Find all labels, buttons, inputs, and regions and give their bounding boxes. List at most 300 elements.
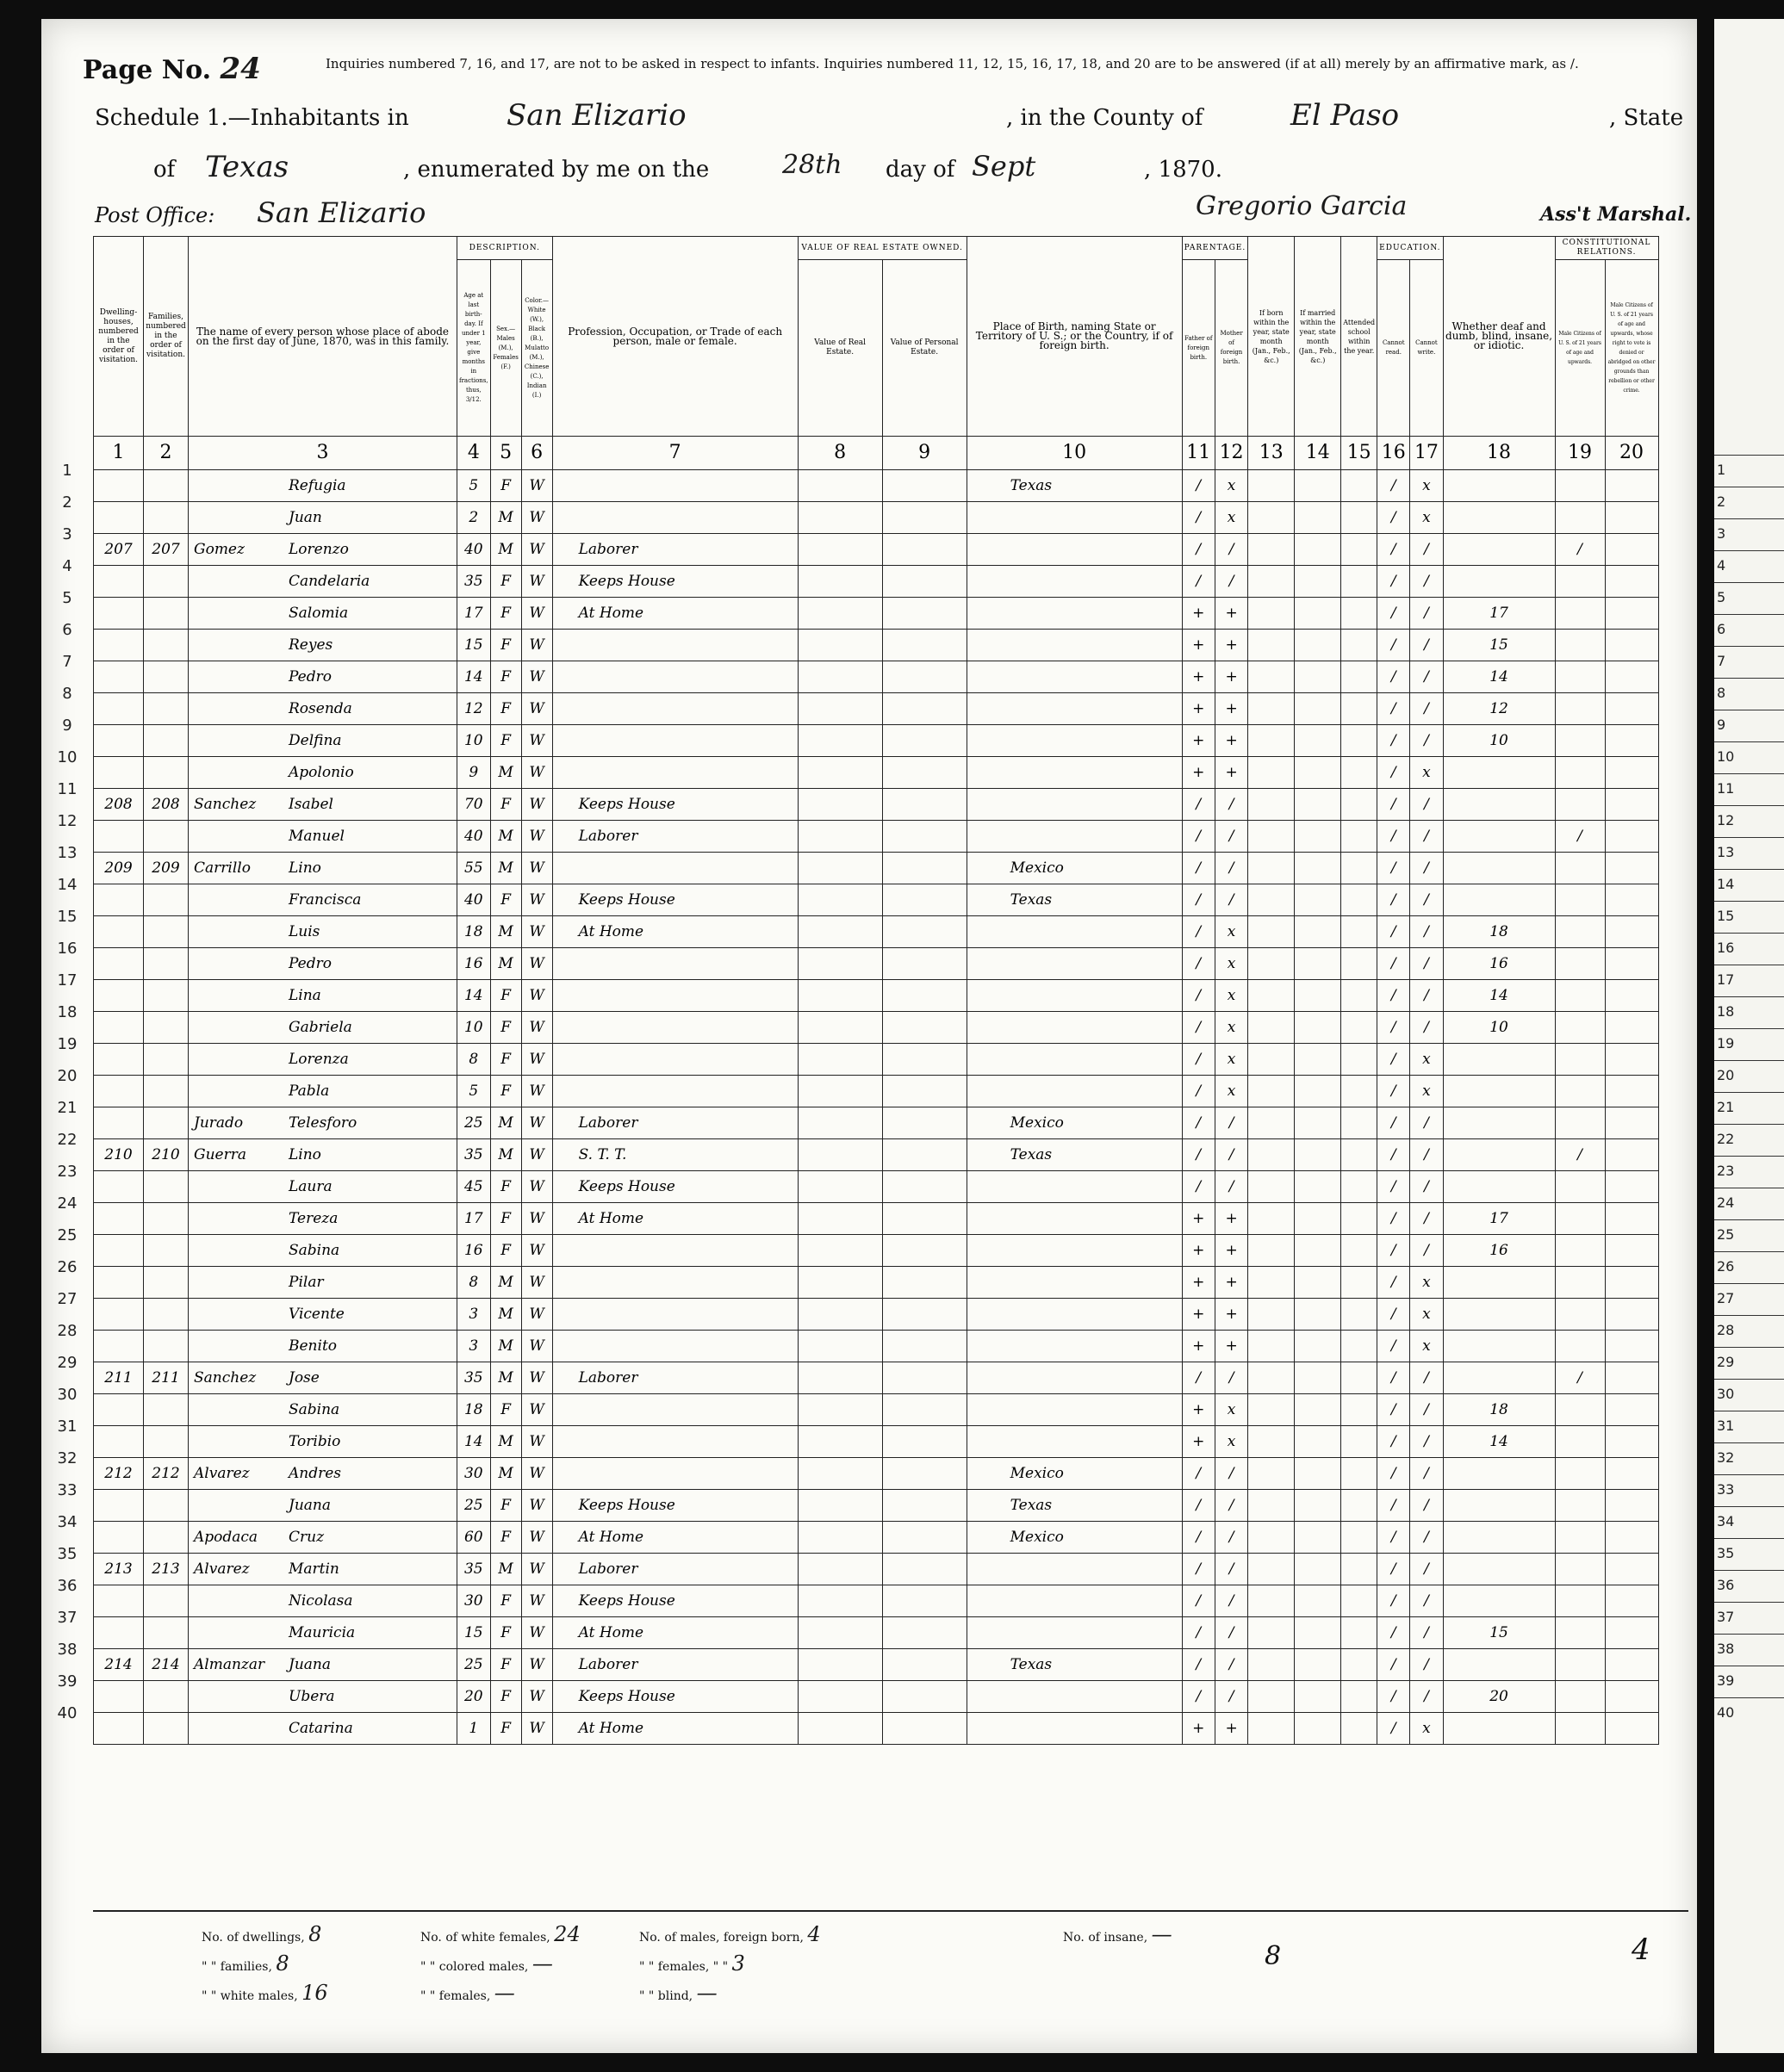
col-1-header: Dwelling-houses, numbered in the order of visitation. [94, 237, 144, 437]
family-number [144, 630, 189, 661]
person-name [189, 916, 457, 948]
occupation: Keeps House [552, 884, 798, 916]
real-estate-value [798, 693, 882, 725]
male-citizen: / [1555, 1362, 1605, 1394]
attended-school [1341, 1458, 1377, 1490]
married-within-year [1295, 502, 1341, 534]
line-number: 39 [57, 1672, 78, 1690]
attended-school [1341, 1585, 1377, 1617]
given-name: Rosenda [289, 700, 352, 717]
table-row [94, 1362, 1659, 1394]
cannot-read: / [1377, 948, 1410, 980]
personal-estate-value [882, 725, 967, 757]
citizen-vote-denied [1605, 757, 1658, 789]
father-foreign-birth: + [1182, 661, 1215, 693]
adjacent-page-rule [1714, 1028, 1784, 1029]
adjacent-line-number: 37 [1717, 1609, 1735, 1625]
cannot-write: / [1410, 821, 1443, 853]
table-row [94, 630, 1659, 661]
occupation: Keeps House [552, 1681, 798, 1713]
citizen-vote-denied [1605, 1458, 1658, 1490]
surname: Alvarez [194, 1560, 250, 1578]
real-estate-value [798, 1681, 882, 1713]
line-number: 38 [57, 1641, 78, 1659]
family-number [144, 598, 189, 630]
deaf-blind-insane [1443, 853, 1555, 884]
deaf-blind-insane [1443, 1107, 1555, 1139]
cannot-read: / [1377, 1522, 1410, 1554]
family-number [144, 566, 189, 598]
col-number-8: 8 [798, 437, 882, 470]
color: W [521, 1267, 552, 1299]
dwelling-number: 210 [94, 1139, 144, 1171]
personal-estate-value [882, 1617, 967, 1649]
color: W [521, 1522, 552, 1554]
born-within-year [1248, 598, 1295, 630]
enumeration-month: Sept [972, 150, 1036, 183]
dwelling-number [94, 661, 144, 693]
deaf-blind-insane [1443, 1522, 1555, 1554]
personal-estate-value [882, 1203, 967, 1235]
father-foreign-birth: / [1182, 1649, 1215, 1681]
given-name: Jose [289, 1369, 320, 1387]
occupation: Laborer [552, 1554, 798, 1585]
male-citizen [1555, 1585, 1605, 1617]
dwelling-number [94, 470, 144, 502]
given-name: Pilar [289, 1274, 324, 1291]
father-foreign-birth: / [1182, 1522, 1215, 1554]
deaf-blind-insane [1443, 1490, 1555, 1522]
married-within-year [1295, 821, 1341, 853]
color: W [521, 598, 552, 630]
citizen-vote-denied [1605, 1012, 1658, 1044]
age: 14 [457, 661, 491, 693]
citizen-vote-denied [1605, 884, 1658, 916]
person-name [189, 1649, 457, 1681]
deaf-blind-insane: 20 [1443, 1681, 1555, 1713]
father-foreign-birth: + [1182, 725, 1215, 757]
color: W [521, 948, 552, 980]
real-estate-value [798, 1331, 882, 1362]
mother-foreign-birth: + [1215, 598, 1247, 630]
occupation [552, 1299, 798, 1331]
mother-foreign-birth: x [1215, 1394, 1247, 1426]
cannot-read: / [1377, 693, 1410, 725]
citizen-vote-denied [1605, 598, 1658, 630]
summary-white-females [420, 1922, 581, 1946]
table-row [94, 1139, 1659, 1171]
adjacent-page-rule [1714, 1697, 1784, 1698]
deaf-blind-insane [1443, 1299, 1555, 1331]
citizen-vote-denied [1605, 661, 1658, 693]
family-number [144, 821, 189, 853]
attended-school [1341, 1107, 1377, 1139]
married-within-year [1295, 1426, 1341, 1458]
cannot-read: / [1377, 1426, 1410, 1458]
cannot-read: / [1377, 1299, 1410, 1331]
family-number [144, 1235, 189, 1267]
male-citizen [1555, 630, 1605, 661]
father-foreign-birth: / [1182, 1490, 1215, 1522]
color: W [521, 693, 552, 725]
birthplace: Texas [967, 884, 1182, 916]
person-name [189, 502, 457, 534]
personal-estate-value [882, 1585, 967, 1617]
table-row [94, 789, 1659, 821]
cannot-read: / [1377, 916, 1410, 948]
male-citizen [1555, 757, 1605, 789]
adjacent-line-number: 2 [1717, 493, 1726, 510]
citizen-vote-denied [1605, 1044, 1658, 1076]
given-name: Juana [289, 1656, 331, 1673]
col-number-15: 15 [1341, 437, 1377, 470]
attended-school [1341, 1394, 1377, 1426]
family-number [144, 1076, 189, 1107]
dwelling-number [94, 598, 144, 630]
citizen-vote-denied [1605, 534, 1658, 566]
father-foreign-birth: / [1182, 1012, 1215, 1044]
cannot-read: / [1377, 1649, 1410, 1681]
male-citizen [1555, 1012, 1605, 1044]
born-within-year [1248, 1522, 1295, 1554]
line-number: 28 [57, 1322, 78, 1340]
adjacent-line-number: 22 [1717, 1131, 1735, 1147]
person-name [189, 630, 457, 661]
line-number: 4 [62, 557, 72, 575]
adjacent-line-number: 34 [1717, 1513, 1735, 1529]
adjacent-page-rule [1714, 773, 1784, 774]
born-within-year [1248, 1617, 1295, 1649]
married-within-year [1295, 916, 1341, 948]
birthplace [967, 789, 1182, 821]
male-citizen [1555, 1107, 1605, 1139]
real-estate-value [798, 1171, 882, 1203]
cannot-write: / [1410, 1139, 1443, 1171]
deaf-blind-insane [1443, 1362, 1555, 1394]
age: 60 [457, 1522, 491, 1554]
real-estate-value [798, 1394, 882, 1426]
citizen-vote-denied [1605, 1235, 1658, 1267]
age: 25 [457, 1649, 491, 1681]
birthplace [967, 1617, 1182, 1649]
color: W [521, 1490, 552, 1522]
sex: F [490, 1617, 521, 1649]
person-name [189, 1554, 457, 1585]
sex: M [490, 821, 521, 853]
born-within-year [1248, 789, 1295, 821]
adjacent-line-number: 6 [1717, 621, 1726, 637]
adjacent-page-rule [1714, 646, 1784, 647]
cannot-write: / [1410, 566, 1443, 598]
married-within-year [1295, 1267, 1341, 1299]
citizen-vote-denied [1605, 1299, 1658, 1331]
mother-foreign-birth: + [1215, 1713, 1247, 1745]
col-number-10: 10 [967, 437, 1182, 470]
deaf-blind-insane [1443, 1331, 1555, 1362]
family-number [144, 1299, 189, 1331]
father-foreign-birth: / [1182, 1554, 1215, 1585]
married-within-year [1295, 693, 1341, 725]
given-name: Ubera [289, 1688, 335, 1705]
adjacent-line-number: 29 [1717, 1354, 1735, 1370]
born-within-year [1248, 948, 1295, 980]
adjacent-line-number: 28 [1717, 1322, 1735, 1338]
given-name: Toribio [289, 1433, 341, 1450]
line-number: 13 [57, 844, 78, 862]
personal-estate-value [882, 1394, 967, 1426]
male-citizen [1555, 566, 1605, 598]
given-name: Catarina [289, 1720, 353, 1737]
male-citizen [1555, 1076, 1605, 1107]
birthplace [967, 1267, 1182, 1299]
attended-school [1341, 1076, 1377, 1107]
col-9-header: Value of Personal Estate. [882, 260, 967, 437]
married-within-year [1295, 1171, 1341, 1203]
personal-estate-value [882, 693, 967, 725]
adjacent-line-number: 38 [1717, 1641, 1735, 1657]
cannot-read: / [1377, 821, 1410, 853]
born-within-year [1248, 502, 1295, 534]
father-foreign-birth: / [1182, 980, 1215, 1012]
line-number: 9 [62, 717, 72, 735]
cannot-write: / [1410, 884, 1443, 916]
personal-estate-value [882, 916, 967, 948]
white-females-label: No. of white females, [420, 1931, 550, 1945]
cannot-write: x [1410, 1044, 1443, 1076]
dwelling-number [94, 1490, 144, 1522]
family-number [144, 757, 189, 789]
sex: F [490, 1171, 521, 1203]
table-row [94, 1012, 1659, 1044]
attended-school [1341, 1331, 1377, 1362]
col-13-header: If born within the year, state month (Jan., Feb., &c.) [1248, 237, 1295, 437]
color: W [521, 1012, 552, 1044]
family-number [144, 661, 189, 693]
attended-school [1341, 566, 1377, 598]
birthplace [967, 661, 1182, 693]
summary-colored-males [420, 1951, 553, 1976]
surname: Alvarez [194, 1465, 250, 1482]
table-row [94, 1649, 1659, 1681]
line-number: 15 [57, 908, 78, 926]
line-number: 31 [57, 1418, 78, 1436]
attended-school [1341, 598, 1377, 630]
cannot-write: / [1410, 1203, 1443, 1235]
adjacent-line-number: 32 [1717, 1449, 1735, 1466]
real-estate-value [798, 1044, 882, 1076]
citizen-vote-denied [1605, 1107, 1658, 1139]
table-row [94, 1107, 1659, 1139]
line-number: 18 [57, 1003, 78, 1021]
cannot-write: / [1410, 1617, 1443, 1649]
dwelling-number [94, 1617, 144, 1649]
attended-school [1341, 1617, 1377, 1649]
occupation: Laborer [552, 821, 798, 853]
attended-school [1341, 1267, 1377, 1299]
inquiries-note: Inquiries numbered 7, 16, and 17, are not to be asked in respect to infants. Inquiries numbered 11, 12, 15, 16, 17, 18, and 20 are to be answered (if at all) merely by an affirmative mark, as /. [326, 56, 1579, 71]
dwelling-number [94, 1044, 144, 1076]
cannot-read: / [1377, 853, 1410, 884]
dwelling-number [94, 1585, 144, 1617]
colored-males-label: " " colored males, [420, 1960, 529, 1974]
dwelling-number: 212 [94, 1458, 144, 1490]
age: 16 [457, 1235, 491, 1267]
occupation [552, 1267, 798, 1299]
father-foreign-birth: + [1182, 1267, 1215, 1299]
age: 5 [457, 470, 491, 502]
married-within-year [1295, 1649, 1341, 1681]
real-estate-value [798, 789, 882, 821]
dwelling-number [94, 502, 144, 534]
born-within-year [1248, 1585, 1295, 1617]
occupation [552, 948, 798, 980]
cannot-write: / [1410, 661, 1443, 693]
person-name [189, 1458, 457, 1490]
dwelling-number [94, 1171, 144, 1203]
father-foreign-birth: / [1182, 789, 1215, 821]
age: 16 [457, 948, 491, 980]
birthplace: Mexico [967, 1107, 1182, 1139]
sex: M [490, 853, 521, 884]
mother-foreign-birth: + [1215, 1267, 1247, 1299]
cannot-write: / [1410, 1554, 1443, 1585]
born-within-year [1248, 1394, 1295, 1426]
line-number: 27 [57, 1290, 78, 1308]
adjacent-line-number: 33 [1717, 1481, 1735, 1498]
personal-estate-value [882, 598, 967, 630]
summary-foreign-males [639, 1922, 821, 1946]
col-number-11: 11 [1182, 437, 1215, 470]
birthplace [967, 725, 1182, 757]
adjacent-line-number: 36 [1717, 1577, 1735, 1593]
occupation [552, 757, 798, 789]
line-number: 26 [57, 1258, 78, 1276]
color: W [521, 1044, 552, 1076]
age: 25 [457, 1107, 491, 1139]
surname: Almanzar [194, 1656, 265, 1673]
sex: M [490, 502, 521, 534]
dwelling-number [94, 1299, 144, 1331]
given-name: Tereza [289, 1210, 339, 1227]
born-within-year [1248, 1331, 1295, 1362]
cannot-write: x [1410, 502, 1443, 534]
cannot-write: / [1410, 725, 1443, 757]
real-estate-value [798, 1649, 882, 1681]
table-row [94, 757, 1659, 789]
cannot-read: / [1377, 1012, 1410, 1044]
county-label: , in the County of [1006, 105, 1203, 131]
born-within-year [1248, 1012, 1295, 1044]
family-number: 210 [144, 1139, 189, 1171]
given-name: Martin [289, 1560, 339, 1578]
male-citizen [1555, 916, 1605, 948]
citizenship-tally: 4 [1632, 1932, 1650, 1967]
mother-foreign-birth: x [1215, 948, 1247, 980]
family-number: 207 [144, 534, 189, 566]
deaf-blind-insane [1443, 1171, 1555, 1203]
cannot-read: / [1377, 1139, 1410, 1171]
mother-foreign-birth: + [1215, 725, 1247, 757]
adjacent-page-rule [1714, 1538, 1784, 1539]
father-foreign-birth: / [1182, 1107, 1215, 1139]
real-estate-value [798, 916, 882, 948]
sex: F [490, 725, 521, 757]
birthplace [967, 1012, 1182, 1044]
cannot-read: / [1377, 789, 1410, 821]
adjacent-page-rule [1714, 901, 1784, 902]
table-row [94, 948, 1659, 980]
adjacent-page-edge [1714, 19, 1784, 2053]
adjacent-page-rule [1714, 1379, 1784, 1380]
male-citizen [1555, 853, 1605, 884]
col-number-16: 16 [1377, 437, 1410, 470]
citizen-vote-denied [1605, 693, 1658, 725]
citizen-vote-denied [1605, 1426, 1658, 1458]
deaf-blind-insane [1443, 470, 1555, 502]
occupation: S. T. T. [552, 1139, 798, 1171]
father-foreign-birth: + [1182, 598, 1215, 630]
attended-school [1341, 1362, 1377, 1394]
col-number-20: 20 [1605, 437, 1658, 470]
age: 12 [457, 693, 491, 725]
deaf-blind-insane [1443, 1554, 1555, 1585]
adjacent-page-rule [1714, 455, 1784, 456]
sex: F [490, 1713, 521, 1745]
citizen-vote-denied [1605, 1681, 1658, 1713]
adjacent-line-number: 21 [1717, 1099, 1735, 1115]
col-8-header: Value of Real Estate. [798, 260, 882, 437]
male-citizen [1555, 502, 1605, 534]
occupation [552, 693, 798, 725]
deaf-blind-insane: 18 [1443, 916, 1555, 948]
family-number [144, 1331, 189, 1362]
colored-females-label: " " females, [420, 1989, 491, 2003]
cannot-write: x [1410, 1299, 1443, 1331]
citizen-vote-denied [1605, 1554, 1658, 1585]
family-number [144, 1713, 189, 1745]
color: W [521, 566, 552, 598]
surname: Carrillo [194, 859, 251, 877]
real-estate-value [798, 1617, 882, 1649]
age: 3 [457, 1299, 491, 1331]
dwelling-number [94, 980, 144, 1012]
occupation [552, 725, 798, 757]
male-citizen [1555, 1171, 1605, 1203]
dwelling-number [94, 1076, 144, 1107]
dwelling-number [94, 916, 144, 948]
deaf-blind-insane: 17 [1443, 1203, 1555, 1235]
person-name [189, 1076, 457, 1107]
blind-label: " " blind, [639, 1989, 693, 2003]
given-name: Pedro [289, 668, 332, 685]
male-citizen: / [1555, 534, 1605, 566]
deaf-blind-insane [1443, 1585, 1555, 1617]
mother-foreign-birth: / [1215, 566, 1247, 598]
attended-school [1341, 1522, 1377, 1554]
citizen-vote-denied [1605, 1362, 1658, 1394]
personal-estate-value [882, 1362, 967, 1394]
sex: M [490, 1331, 521, 1362]
line-number: 14 [57, 876, 78, 894]
color: W [521, 980, 552, 1012]
occupation: At Home [552, 1522, 798, 1554]
male-citizen [1555, 1394, 1605, 1426]
cannot-read: / [1377, 1107, 1410, 1139]
family-number [144, 725, 189, 757]
line-number: 32 [57, 1449, 78, 1467]
adjacent-line-number: 13 [1717, 844, 1735, 860]
deaf-blind-insane: 10 [1443, 1012, 1555, 1044]
